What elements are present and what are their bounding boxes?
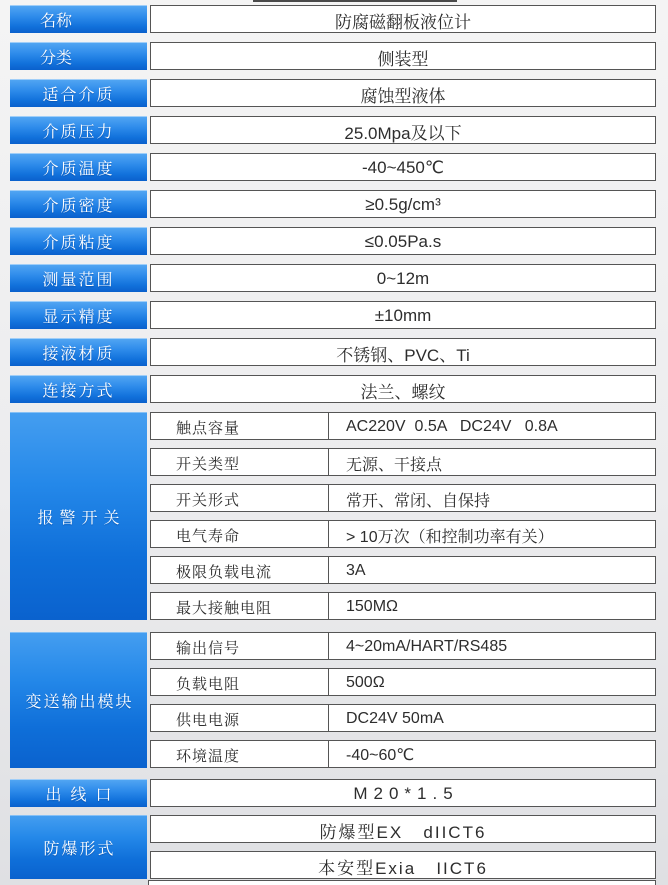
section-label-explosion-proof: 防爆形式 [10, 815, 147, 879]
row-label-name: 名称 [10, 5, 147, 33]
table-subrow [150, 592, 656, 620]
subrow-value-max-contact-resistance: 150MΩ [346, 598, 398, 615]
table-row [10, 375, 656, 403]
row-label-media-density: 介质密度 [10, 190, 147, 218]
subrow-value-switch-form: 常开、常闭、自保持 [346, 492, 491, 510]
row-label-media-viscosity: 介质粘度 [10, 227, 147, 255]
cropped-row-fragment-top [253, 0, 457, 2]
row-value-suitable-media: 腐蚀型液体 [150, 79, 656, 107]
subrow-value-intrinsically-safe: 本安型Exia IICT6 [150, 851, 656, 879]
table-row [10, 190, 656, 218]
row-label-media-pressure: 介质压力 [10, 116, 147, 144]
subrow-label-ambient-temperature: 环境温度 [151, 741, 329, 767]
subrow-label-max-contact-resistance: 最大接触电阻 [151, 593, 329, 619]
subrow-value-switch-type: 无源、干接点 [346, 456, 443, 474]
subrow-label-switch-type: 开关类型 [151, 449, 329, 475]
explosion-proof-section [10, 815, 656, 879]
subrow-label-output-signal: 输出信号 [151, 633, 329, 659]
alarm-switch-section [10, 412, 656, 620]
subrow-label-switch-form: 开关形式 [151, 485, 329, 511]
subrow-label-power-supply: 供电电源 [151, 705, 329, 731]
explosion-proof-subrows [150, 815, 656, 879]
table-row [10, 116, 656, 144]
subrow-label-electrical-life: 电气寿命 [151, 521, 329, 547]
table-row [10, 153, 656, 181]
table-subrow [150, 520, 656, 548]
row-value-name: 防腐磁翻板液位计 [150, 5, 656, 33]
table-subrow [150, 704, 656, 732]
subrow-value-contact-capacity: AC220V 0.5A DC24V 0.8A [346, 418, 558, 435]
row-label-suitable-media: 适合介质 [10, 79, 147, 107]
alarm-switch-subrows [150, 412, 656, 620]
table-row [10, 779, 656, 807]
section-label-transmitter-output: 变送输出模块 [10, 632, 147, 768]
table-row [10, 79, 656, 107]
subrow-label-load-resistance: 负载电阻 [151, 669, 329, 695]
row-value-media-temperature: -40~450℃ [150, 153, 656, 181]
table-subrow [150, 556, 656, 584]
transmitter-output-subrows [150, 632, 656, 768]
subrow-value-load-resistance: 500Ω [346, 674, 385, 691]
row-value-connection-type: 法兰、螺纹 [150, 375, 656, 403]
row-value-media-density: ≥0.5g/cm³ [150, 190, 656, 218]
row-value-wetted-material: 不锈钢、PVC、Ti [150, 338, 656, 366]
table-subrow [150, 412, 656, 440]
transmitter-output-section [10, 632, 656, 768]
table-row [10, 42, 656, 70]
row-value-display-accuracy: ±10mm [150, 301, 656, 329]
table-row [10, 264, 656, 292]
row-value-cable-outlet: M20*1.5 [150, 779, 656, 807]
subrow-value-flameproof: 防爆型EX dIICT6 [150, 815, 656, 843]
row-value-category: 侧装型 [150, 42, 656, 70]
table-subrow [150, 632, 656, 660]
row-label-wetted-material: 接液材质 [10, 338, 147, 366]
table-subrow [150, 740, 656, 768]
subrow-value-limit-load-current: 3A [346, 562, 366, 579]
section-label-alarm-switch: 报警开关 [10, 412, 147, 620]
subrow-label-limit-load-current: 极限负载电流 [151, 557, 329, 583]
table-row [10, 338, 656, 366]
row-label-connection-type: 连接方式 [10, 375, 147, 403]
cropped-row-fragment-bottom [148, 880, 656, 885]
table-subrow [150, 484, 656, 512]
subrow-value-output-signal: 4~20mA/HART/RS485 [346, 638, 508, 655]
table-row [10, 5, 656, 33]
row-label-media-temperature: 介质温度 [10, 153, 147, 181]
row-label-category: 分类 [10, 42, 147, 70]
table-row [10, 227, 656, 255]
subrow-value-power-supply: DC24V 50mA [346, 710, 444, 727]
subrow-value-electrical-life: > 10万次（和控制功率有关） [346, 528, 554, 546]
table-row [10, 301, 656, 329]
table-subrow [150, 448, 656, 476]
table-subrow [150, 668, 656, 696]
row-label-measuring-range: 测量范围 [10, 264, 147, 292]
row-value-media-viscosity: ≤0.05Pa.s [150, 227, 656, 255]
subrow-value-ambient-temperature: -40~60℃ [346, 747, 415, 764]
row-value-media-pressure: 25.0Mpa及以下 [150, 116, 656, 144]
subrow-label-contact-capacity: 触点容量 [151, 413, 329, 439]
row-value-measuring-range: 0~12m [150, 264, 656, 292]
row-label-display-accuracy: 显示精度 [10, 301, 147, 329]
row-label-cable-outlet: 出线口 [10, 779, 147, 807]
